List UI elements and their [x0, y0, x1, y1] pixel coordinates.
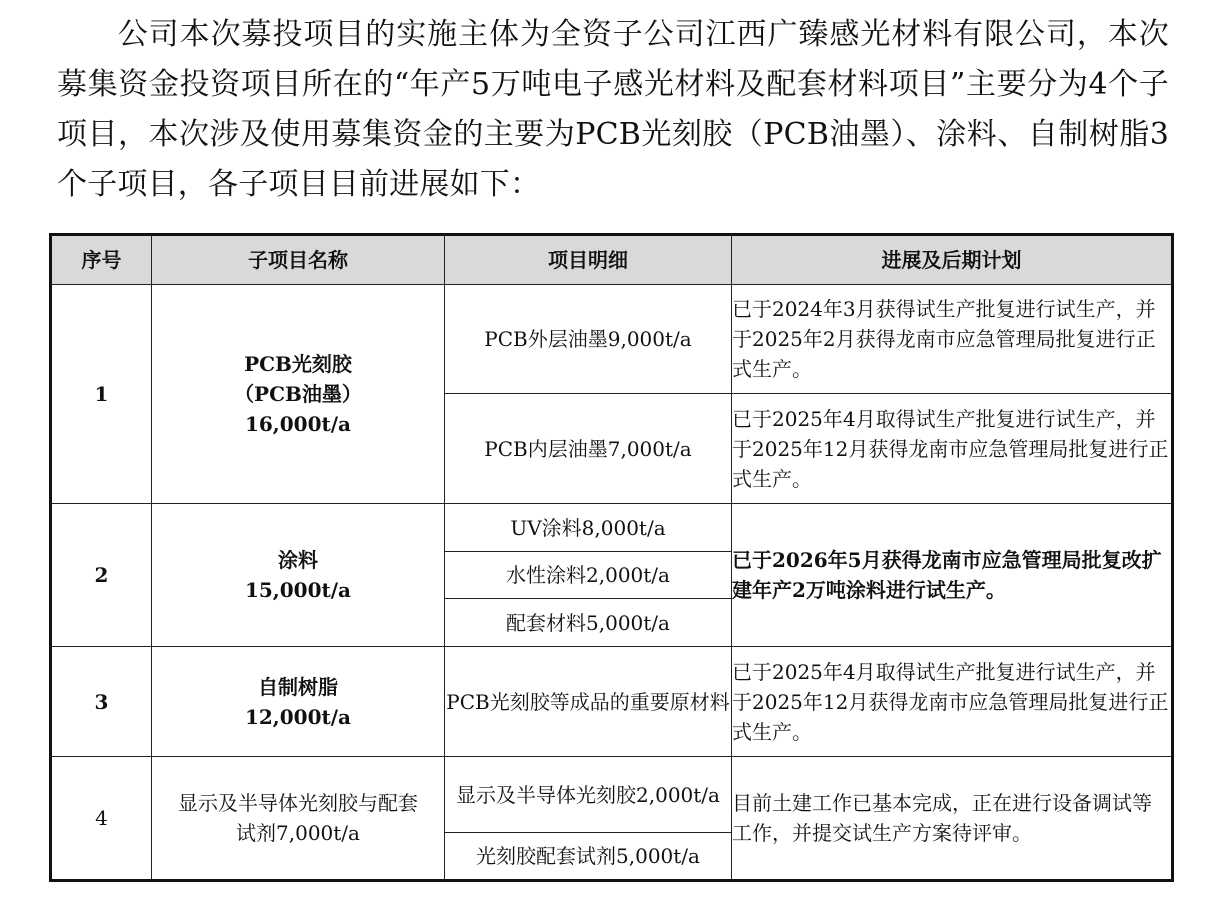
project-detail: PCB内层油墨7,000t/a [445, 394, 732, 504]
project-detail: 配套材料5,000t/a [445, 599, 732, 647]
subproject-name [152, 285, 445, 504]
name-line: PCB光刻胶 [244, 352, 352, 376]
table-row [51, 285, 1173, 394]
subproject-name [152, 647, 445, 757]
header-progress-plan: 进展及后期计划 [732, 235, 1173, 285]
name-line: 16,000t/a [244, 412, 352, 436]
project-detail: 显示及半导体光刻胶2,000t/a [445, 757, 732, 833]
project-detail: 光刻胶配套试剂5,000t/a [445, 833, 732, 881]
subproject-name [152, 504, 445, 647]
row-no: 1 [51, 285, 152, 504]
intro-paragraph [57, 10, 1169, 210]
header-subproject-name: 子项目名称 [152, 235, 445, 285]
progress-table [49, 233, 1174, 882]
progress-plan: 目前土建工作已基本完成，正在进行设备调试等工作，并提交试生产方案待评审。 [732, 757, 1173, 881]
name-line: （PCB油墨） [234, 382, 362, 406]
row-no: 2 [51, 504, 152, 647]
progress-plan: 已于2025年4月取得试生产批复进行试生产，并于2025年12月获得龙南市应急管理局批复进行正式生产。 [732, 394, 1173, 504]
progress-plan: 已于2024年3月获得试生产批复进行试生产，并于2025年2月获得龙南市应急管理局批复进行正式生产。 [732, 285, 1173, 394]
table-row [51, 757, 1173, 833]
name-line: 涂料 [278, 548, 318, 572]
name-line: 12,000t/a [244, 704, 352, 729]
header-detail: 项目明细 [445, 235, 732, 285]
name-line: 15,000t/a [244, 578, 352, 602]
project-detail: PCB外层油墨9,000t/a [445, 285, 732, 394]
subproject-name: 显示及半导体光刻胶与配套试剂7,000t/a [152, 757, 445, 881]
table-row [51, 647, 1173, 757]
progress-plan: 已于2025年4月取得试生产批复进行试生产，并于2025年12月获得龙南市应急管理局批复进行正式生产。 [732, 647, 1173, 757]
row-no: 4 [51, 757, 152, 881]
project-detail: PCB光刻胶等成品的重要原材料 [445, 647, 732, 757]
table-header-row [51, 235, 1173, 285]
intro-text: 公司本次募投项目的实施主体为全资子公司江西广臻感光材料有限公司，本次募集资金投资项目所在的“年产5万吨电子感光材料及配套材料项目”主要分为4个子项目，本次涉及使用募集资金的主要为PCB光刻胶（PCB油墨）、涂料、自制树脂3个子项目，各子项目目前进展如下： [57, 17, 1169, 202]
header-no: 序号 [51, 235, 152, 285]
progress-plan: 已于2026年5月获得龙南市应急管理局批复改扩建年产2万吨涂料进行试生产。 [732, 504, 1173, 647]
table-row [51, 504, 1173, 552]
name-line: 自制树脂 [258, 674, 338, 699]
row-no: 3 [51, 647, 152, 757]
project-detail: 水性涂料2,000t/a [445, 552, 732, 599]
project-detail: UV涂料8,000t/a [445, 504, 732, 552]
